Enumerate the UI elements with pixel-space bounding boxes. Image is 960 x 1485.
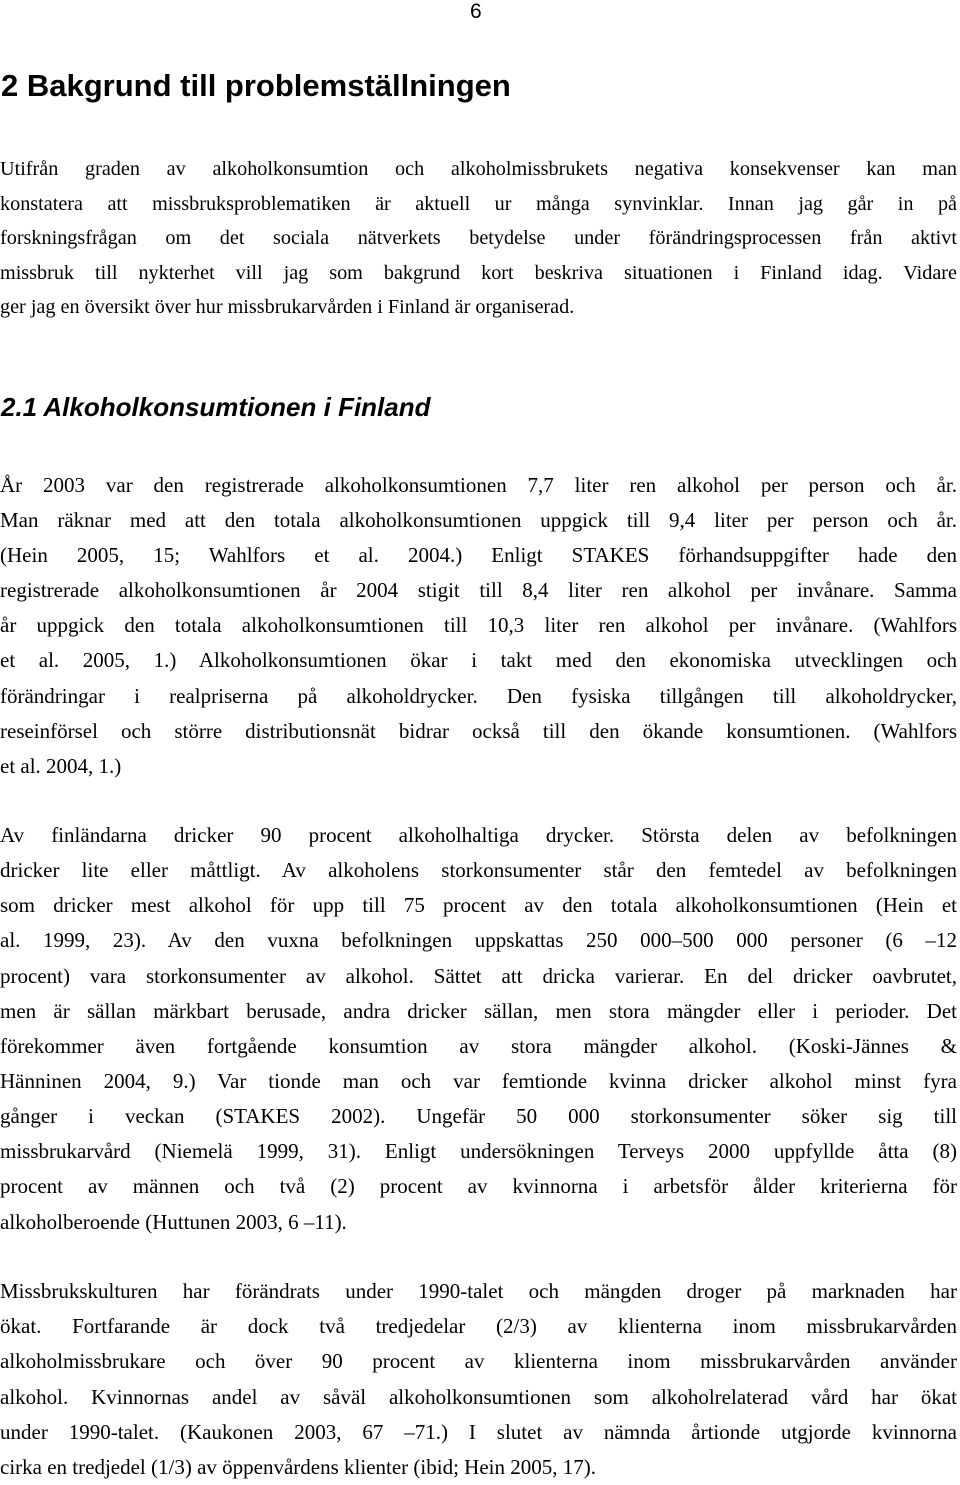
text-line: alkohol. Kvinnornas andel av såväl alkoholkonsumtionen som alkoholrelaterad vård har ökat <box>0 1384 957 1409</box>
text-line: förekommer även fortgående konsumtion av stora mängder alkohol. (Koski-Jännes & <box>0 1033 957 1058</box>
text-line: (Hein 2005, 15; Wahlfors et al. 2004.) Enligt STAKES förhandsuppgifter hade den <box>0 543 957 568</box>
text-line: som dricker mest alkohol för upp till 75 procent av den totala alkoholkonsumtionen (Hein et <box>0 893 957 918</box>
text-line: ökat. Fortfarande är dock två tredjedelar (2/3) av klienterna inom missbrukarvården <box>0 1314 957 1339</box>
text-line: et al. 2004, 1.) <box>0 753 122 778</box>
chapter-heading: 2 Bakgrund till problemställningen <box>1 68 511 103</box>
text-line: registrerade alkoholkonsumtionen år 2004 stigit till 8,4 liter ren alkohol per invånare. Samma <box>0 578 957 603</box>
text-line: cirka en tredjedel (1/3) av öppenvårdens klienter (ibid; Hein 2005, 17). <box>0 1454 596 1479</box>
section-heading: 2.1 Alkoholkonsumtionen i Finland <box>1 392 431 422</box>
text-line: Av finländarna dricker 90 procent alkoholhaltiga drycker. Största delen av befolkningen <box>0 823 957 847</box>
text-line: procent av männen och två (2) procent av kvinnorna i arbetsför ålder kriterierna för <box>0 1174 957 1199</box>
text-line: al. 1999, 23). Av den vuxna befolkningen uppskattas 250 000–500 000 personer (6 –12 <box>0 928 957 953</box>
consumption-paragraph <box>0 468 957 784</box>
text-line: Utifrån graden av alkoholkonsumtion och alkoholmissbrukets negativa konsekvenser kan man <box>0 158 957 180</box>
text-line: et al. 2005, 1.) Alkoholkonsumtionen ökar i takt med den ekonomiska utvecklingen och <box>0 648 957 673</box>
text-line: missbrukarvård (Niemelä 1999, 31). Enligt undersökningen Terveys 2000 uppfyllde åtta (8) <box>0 1139 957 1164</box>
text-line: men är sällan märkbart berusade, andra dricker sällan, men stora mängder eller i perioder. Det <box>0 998 957 1023</box>
text-line: ger jag en översikt över hur missbrukarvården i Finland är organiserad. <box>0 296 575 318</box>
text-line: alkoholberoende (Huttunen 2003, 6 –11). <box>0 1209 347 1234</box>
text-line: Missbrukskulturen har förändrats under 1990-talet och mängden droger på marknaden har <box>0 1279 957 1303</box>
text-line: År 2003 var den registrerade alkoholkonsumtionen 7,7 liter ren alkohol per person och år. <box>0 473 957 497</box>
text-line: under 1990-talet. (Kaukonen 2003, 67 –71.) I slutet av nämnda årtionde utgjorde kvinnorna <box>0 1419 957 1444</box>
text-line: Man räknar med att den totala alkoholkonsumtionen uppgick till 9,4 liter per person och år. <box>0 508 957 533</box>
text-line: alkoholmissbrukare och över 90 procent av klienterna inom missbrukarvården använder <box>0 1349 957 1374</box>
text-line: konstatera att missbruksproblematiken är aktuell ur många synvinklar. Innan jag går in på <box>0 192 957 215</box>
text-line: förändringar i realpriserna på alkoholdrycker. Den fysiska tillgången till alkoholdrycker, <box>0 683 957 708</box>
text-line: dricker lite eller måttligt. Av alkoholens storkonsumenter står den femtedel av befolkningen <box>0 858 957 883</box>
text-line: reseinförsel och större distributionsnät bidrar också till den ökande konsumtionen. (Wahlfors <box>0 718 957 743</box>
text-line: gånger i veckan (STAKES 2002). Ungefär 50 000 storkonsumenter söker sig till <box>0 1104 957 1129</box>
abuse-culture-paragraph <box>0 1274 957 1485</box>
intro-paragraph <box>0 152 957 325</box>
text-line: procent) vara storkonsumenter av alkohol. Sättet att dricka varierar. En del dricker oavbrutet, <box>0 963 957 988</box>
text-line: Hänninen 2004, 9.) Var tionde man och var femtionde kvinna dricker alkohol minst fyra <box>0 1068 957 1093</box>
text-line: forskningsfrågan om det sociala nätverkets betydelse under förändringsprocessen från aktivt <box>0 227 957 249</box>
text-line: missbruk till nykterhet vill jag som bakgrund kort beskriva situationen i Finland idag. Vidare <box>0 261 957 284</box>
text-line: år uppgick den totala alkoholkonsumtionen till 10,3 liter ren alkohol per invånare. (Wahlfors <box>0 613 957 638</box>
page-number: 6 <box>470 0 482 23</box>
drinking-patterns-paragraph <box>0 818 957 1240</box>
